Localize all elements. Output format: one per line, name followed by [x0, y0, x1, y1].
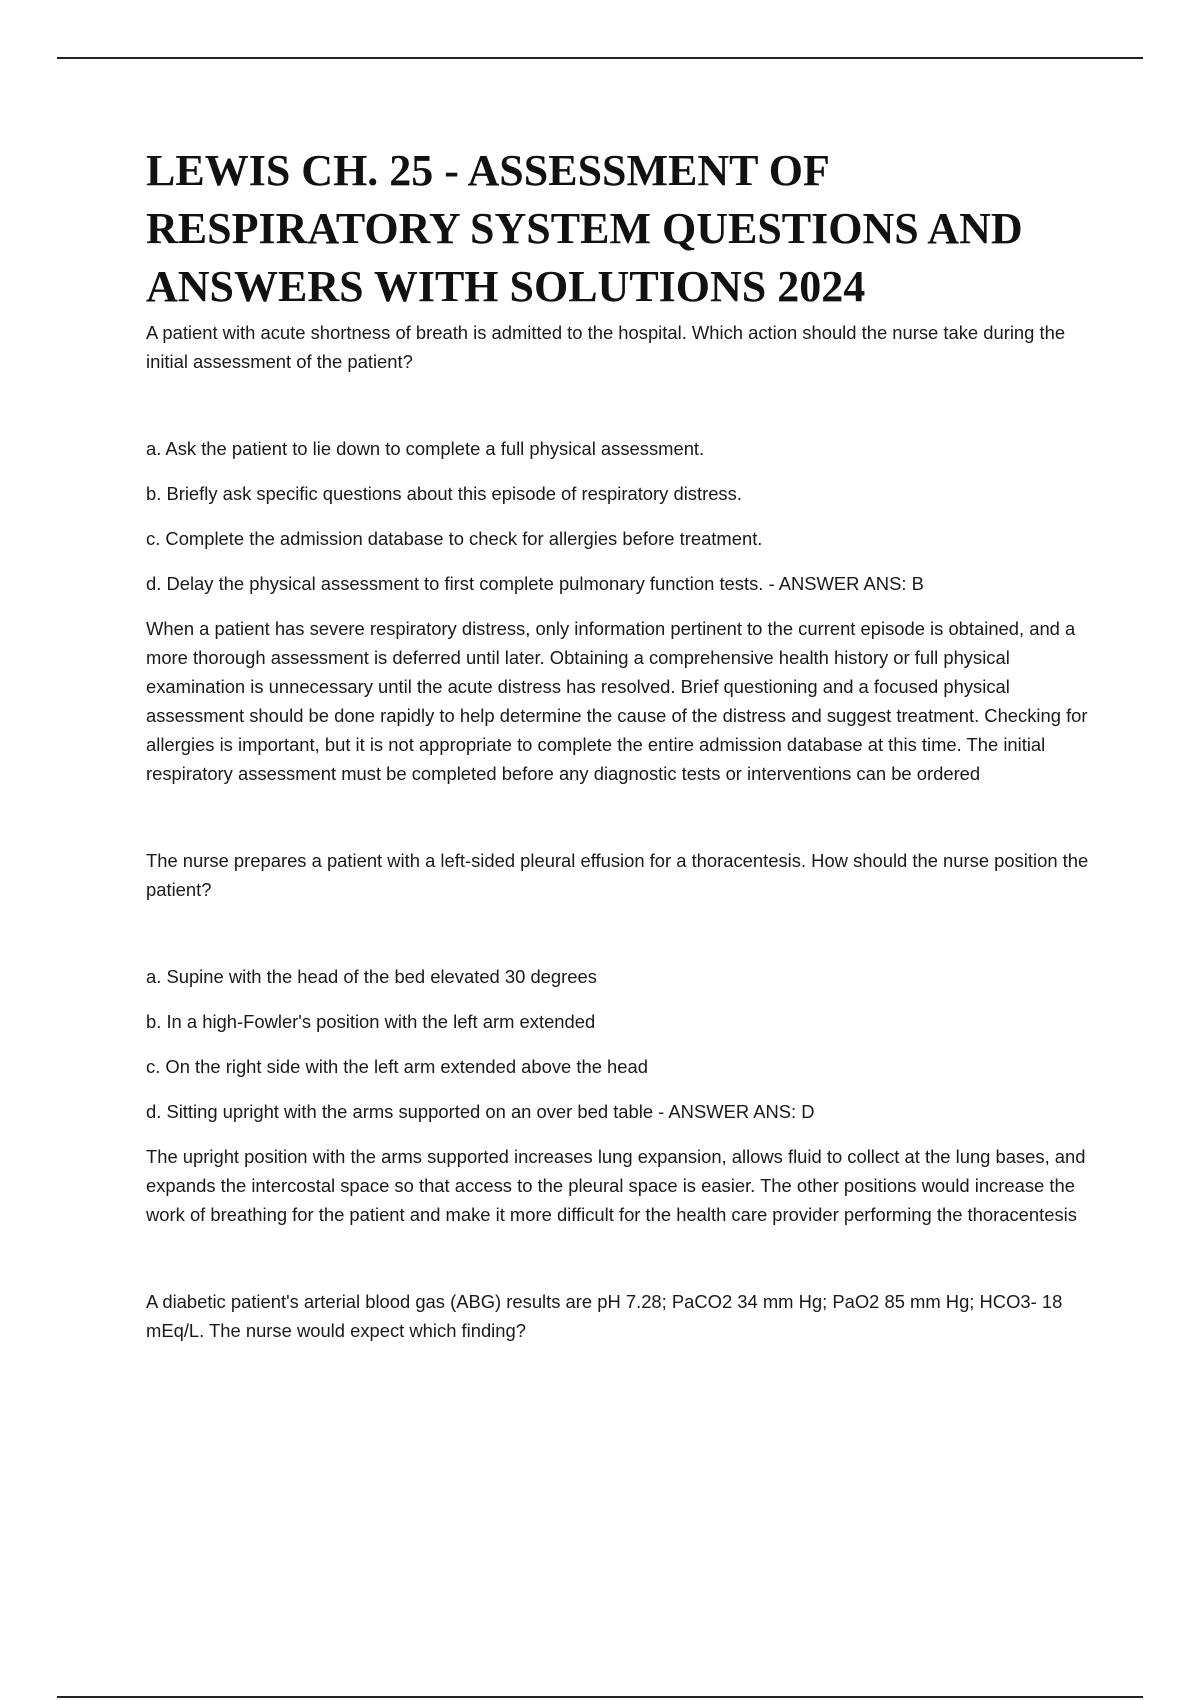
document-body	[146, 142, 1096, 1345]
question-2-options	[146, 962, 1096, 1126]
top-rule	[57, 57, 1143, 59]
question-1-text: A patient with acute shortness of breath is admitted to the hospital. Which action should the nurse take during the initial assessment of the patient?	[146, 322, 1066, 372]
question-2-text: The nurse prepares a patient with a left-sided pleural effusion for a thoracentesis. How should the nurse position the patient?	[146, 850, 1089, 900]
document-title: LEWIS CH. 25 - ASSESSMENT OF RESPIRATORY SYSTEM QUESTIONS AND ANSWERS WITH SOLUTIONS 2024	[146, 146, 1023, 311]
question-1-explanation: When a patient has severe respiratory distress, only information pertinent to the current episode is obtained, and a more thorough assessment is deferred until later. Obtaining a comprehensive health history or full physical examination is unnecessary until the acute distress has resolved. Brief questioning and a focused physical assessment should be done rapidly to help determine the cause of the distress and suggest treatment. Checking for allergies is important, but it is not appropriate to complete the entire admission database at this time. The initial respiratory assessment must be completed before any diagnostic tests or interventions can be ordered	[146, 618, 1088, 784]
question-1-option-d: d. Delay the physical assessment to first complete pulmonary function tests. - ANSWER ANS: B	[146, 573, 924, 594]
question-2-option-a: a. Supine with the head of the bed elevated 30 degrees	[146, 966, 597, 987]
question-1-option-a: a. Ask the patient to lie down to complete a full physical assessment.	[146, 438, 705, 459]
question-1-options	[146, 434, 1096, 598]
question-3-text: A diabetic patient's arterial blood gas (ABG) results are pH 7.28; PaCO2 34 mm Hg; PaO2 85 mm Hg; HCO3- 18 mEq/L. The nurse would expect which finding?	[146, 1291, 1063, 1341]
bottom-rule	[57, 1696, 1143, 1698]
question-2-option-c: c. On the right side with the left arm extended above the head	[146, 1056, 648, 1077]
question-1-option-b: b. Briefly ask specific questions about this episode of respiratory distress.	[146, 483, 742, 504]
question-1-option-c: c. Complete the admission database to check for allergies before treatment.	[146, 528, 763, 549]
question-2-explanation: The upright position with the arms supported increases lung expansion, allows fluid to collect at the lung bases, and expands the intercostal space so that access to the pleural space is easier. The other positions would increase the work of breathing for the patient and make it more difficult for the health care provider performing the thoracentesis	[146, 1146, 1086, 1225]
question-2-option-d: d. Sitting upright with the arms supported on an over bed table - ANSWER ANS: D	[146, 1101, 815, 1122]
question-2-option-b: b. In a high-Fowler's position with the left arm extended	[146, 1011, 596, 1032]
